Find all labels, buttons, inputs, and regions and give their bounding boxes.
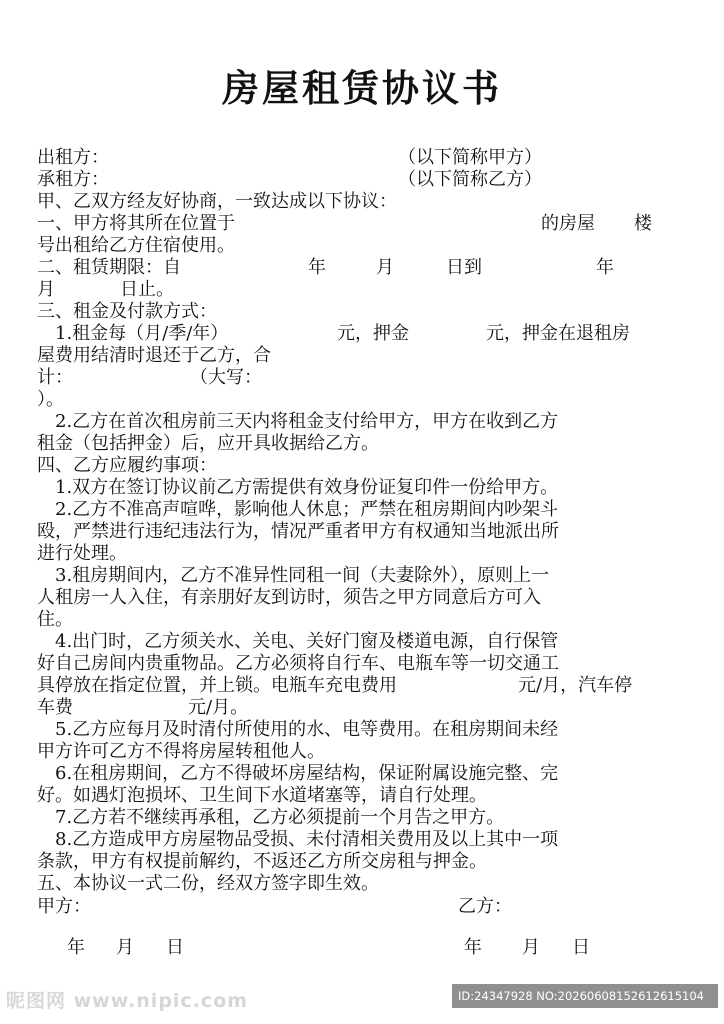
clause-2-year-to: 年 (596, 257, 614, 278)
clause-2-day-to: 日到 (446, 257, 482, 278)
clause-4-4-text-cont: 好自己房间内贵重物品。乙方必须将自行车、电瓶车等一切交通工 (37, 653, 559, 674)
clause-4-2-text-end: 进行处理。 (37, 543, 127, 564)
clause-2-month-from: 月 (376, 257, 394, 278)
clause-4-4-charging-fee: 具停放在指定位置，并上锁。电瓶车充电费用 (37, 675, 397, 696)
lessee-alias: （以下简称乙方） (398, 169, 542, 190)
clause-1-text: 一、甲方将其所在位置于 (37, 213, 235, 234)
clause-4-5-text-cont: 甲方许可乙方不得将房屋转租他人。 (37, 741, 325, 762)
party-b-signature-label: 乙方： (458, 896, 512, 917)
clause-4-3-text-end: 住。 (37, 609, 73, 630)
lessor-label: 出租方： (37, 147, 109, 168)
clause-4-8-text-cont: 条款，甲方有权提前解约，不返还乙方所交房租与押金。 (37, 851, 487, 872)
clause-4-4-parking-unit: 元/月。 (188, 697, 249, 718)
clause-4-3-text-cont: 人租房一人入住，有亲朋好友到访时，须告之甲方同意后方可入 (37, 587, 541, 608)
clause-3-2-text: 2.乙方在首次租房前三天内将租金支付给甲方，甲方在收到乙方 (55, 411, 559, 432)
clause-3-1-text: 1.租金每（月/季/年） (55, 323, 229, 344)
clause-3-2-text-cont: 租金（包括押金）后，应开具收据给乙方。 (37, 433, 379, 454)
clause-3-1-deposit: 元，押金 (337, 323, 409, 344)
section-5-text: 五、本协议一式二份，经双方签字即生效。 (37, 873, 379, 894)
clause-1-text-cont: 号出租给乙方住宿使用。 (37, 235, 235, 256)
image-id-watermark: ID:24347928 NO:20260608152612615104 (452, 984, 718, 1008)
clause-4-3-text: 3.租房期间内，乙方不准异性同租一间（夫妻除外），原则上一 (55, 565, 550, 586)
clause-4-2-text: 2.乙方不准高声喧哗，影响他人休息；严禁在租房期间内吵架斗 (55, 499, 559, 520)
clause-3-1-close: ）。 (37, 389, 64, 410)
clause-4-6-text: 6.在租房期间，乙方不得破坏房屋结构，保证附属设施完整、完 (55, 763, 559, 784)
party-b-date-month: 月 (522, 937, 540, 958)
lessee-label: 承租方： (37, 169, 109, 190)
clause-1-house: 的房屋 (541, 213, 595, 234)
agreement-intro: 甲、乙双方经友好协商，一致达成以下协议： (37, 191, 397, 212)
section-3-heading: 三、租金及付款方式： (37, 301, 217, 322)
document-title: 房屋租赁协议书 (222, 67, 502, 110)
clause-4-4-text: 4.出门时，乙方须关水、关电、关好门窗及楼道电源，自行保管 (55, 631, 559, 652)
clause-4-4-charging-unit: 元/月，汽车停 (518, 675, 633, 696)
party-a-date-month: 月 (116, 937, 134, 958)
clause-3-1-refund: 元，押金在退租房 (486, 323, 630, 344)
lessor-alias: （以下简称甲方） (398, 147, 542, 168)
clause-3-1-total: 计： (37, 367, 73, 388)
clause-4-4-parking-fee: 车费 (37, 697, 73, 718)
clause-3-1-text-cont: 屋费用结清时退还于乙方，合 (37, 345, 271, 366)
section-4-heading: 四、乙方应履约事项： (37, 455, 217, 476)
clause-2-year-from: 年 (308, 257, 326, 278)
clause-4-8-text: 8.乙方造成甲方房屋物品受损、未付清相关费用及以上其中一项 (55, 829, 559, 850)
clause-4-7-text: 7.乙方若不继续再承租，乙方必须提前一个月告之甲方。 (55, 807, 505, 828)
party-a-date-day: 日 (166, 937, 184, 958)
clause-2-text: 二、租赁期限：自 (37, 257, 181, 278)
clause-2-day-end: 日止。 (120, 279, 174, 300)
clause-4-2-text-cont: 殴，严禁进行违纪违法行为，情况严重者甲方有权通知当地派出所 (37, 521, 559, 542)
clause-2-month-to: 月 (37, 279, 55, 300)
clause-4-6-text-cont: 好。如遇灯泡损坏、卫生间下水道堵塞等，请自行处理。 (37, 785, 487, 806)
site-watermark: 昵图网 www.nipic.com (6, 990, 249, 1012)
party-a-signature-label: 甲方： (37, 896, 91, 917)
party-b-date-day: 日 (572, 937, 590, 958)
clause-3-1-capital: （大写： (190, 367, 262, 388)
clause-4-1-text: 1.双方在签订协议前乙方需提供有效身份证复印件一份给甲方。 (55, 477, 559, 498)
clause-1-building: 楼 (634, 213, 652, 234)
party-b-date-year: 年 (464, 937, 482, 958)
clause-4-5-text: 5.乙方应每月及时清付所使用的水、电等费用。在租房期间未经 (55, 719, 559, 740)
party-a-date-year: 年 (67, 937, 85, 958)
